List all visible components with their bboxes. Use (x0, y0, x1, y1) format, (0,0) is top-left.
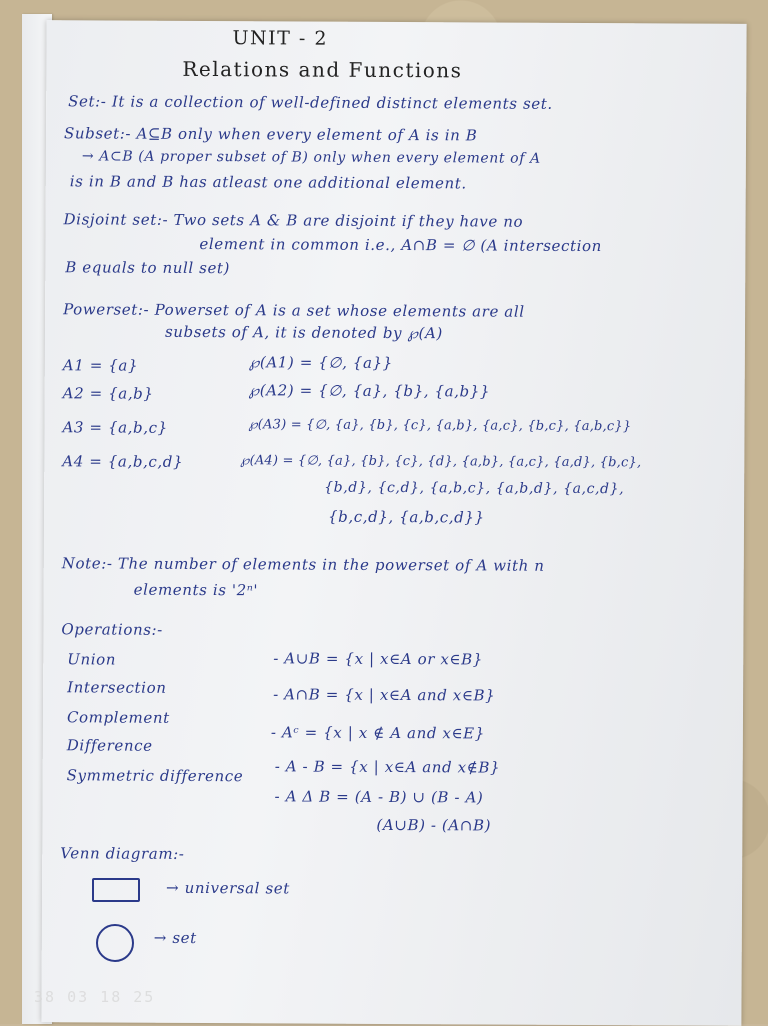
venn-set-label: → set (153, 928, 197, 947)
symmetric-difference-definition-1: - A Δ B = (A - B) ∪ (B - A) (274, 787, 484, 807)
subset-line-2: → A⊂B (A proper subset of B) only when every element of A (81, 148, 541, 167)
disjoint-line-3: B equals to null set) (65, 258, 231, 278)
difference-label: Difference (66, 736, 153, 755)
venn-title: Venn diagram:- (60, 844, 185, 863)
powerset-a4-line-2: {b,d}, {c,d}, {a,b,c}, {a,b,d}, {a,c,d}, (324, 479, 625, 498)
powerset-a3: ℘(A3) = {∅, {a}, {b}, {c}, {a,b}, {a,c}, {b,c}, {a,b,c}} (248, 417, 632, 435)
operations-title: Operations:- (61, 620, 163, 639)
intersection-label: Intersection (67, 678, 167, 697)
venn-universal-label: → universal set (166, 878, 290, 898)
symmetric-difference-definition-2: (A∪B) - (A∩B) (376, 815, 492, 835)
note-line-1: Note:- The number of elements in the powerset of A with n (61, 554, 545, 575)
disjoint-line-2: element in common i.e., A∩B = ∅ (A intersection (199, 234, 602, 256)
union-definition: - A∪B = {x | x∈A or x∈B} (273, 649, 483, 669)
set-a2: A2 = {a,b} (62, 384, 154, 403)
note-line-2: elements is '2ⁿ' (133, 580, 259, 600)
notebook-page (41, 20, 746, 1026)
symmetric-difference-label: Symmetric difference (66, 766, 244, 786)
powerset-a4-line-1: ℘(A4) = {∅, {a}, {b}, {c}, {d}, {a,b}, {a,c}, {a,d}, {b,c}, (240, 453, 642, 471)
powerset-line-1: Powerset:- Powerset of A is a set whose elements are all (63, 300, 525, 321)
union-label: Union (67, 650, 117, 669)
set-definition: Set:- It is a collection of well-defined distinct elements set. (68, 92, 553, 113)
powerset-a4-line-3: {b,c,d}, {a,b,c,d}} (327, 507, 485, 527)
complement-definition: - Aᶜ = {x | x ∉ A and x∈E} (270, 723, 485, 743)
photo-timestamp: 38 03 18 25 (34, 988, 156, 1006)
set-a4: A4 = {a,b,c,d} (62, 452, 184, 471)
circle-symbol (96, 924, 134, 962)
disjoint-line-1: Disjoint set:- Two sets A & B are disjoint if they have no (63, 210, 524, 231)
subset-line-3: is in B and B has atleast one additional element. (69, 172, 467, 193)
unit-heading: UNIT - 2 (232, 27, 328, 50)
powerset-line-2: subsets of A, it is denoted by ℘(A) (164, 322, 443, 343)
subset-line-1: Subset:- A⊆B only when every element of A is in B (63, 124, 478, 145)
set-a1: A1 = {a} (62, 356, 139, 375)
page-title: Relations and Functions (182, 56, 463, 83)
complement-label: Complement (66, 708, 170, 727)
powerset-a1: ℘(A1) = {∅, {a}} (248, 353, 393, 372)
set-a3: A3 = {a,b,c} (62, 418, 168, 437)
intersection-definition: - A∩B = {x | x∈A and x∈B} (273, 685, 496, 705)
difference-definition: - A - B = {x | x∈A and x∉B} (274, 757, 501, 777)
powerset-a2: ℘(A2) = {∅, {a}, {b}, {a,b}} (248, 381, 491, 401)
rectangle-symbol (92, 878, 140, 902)
